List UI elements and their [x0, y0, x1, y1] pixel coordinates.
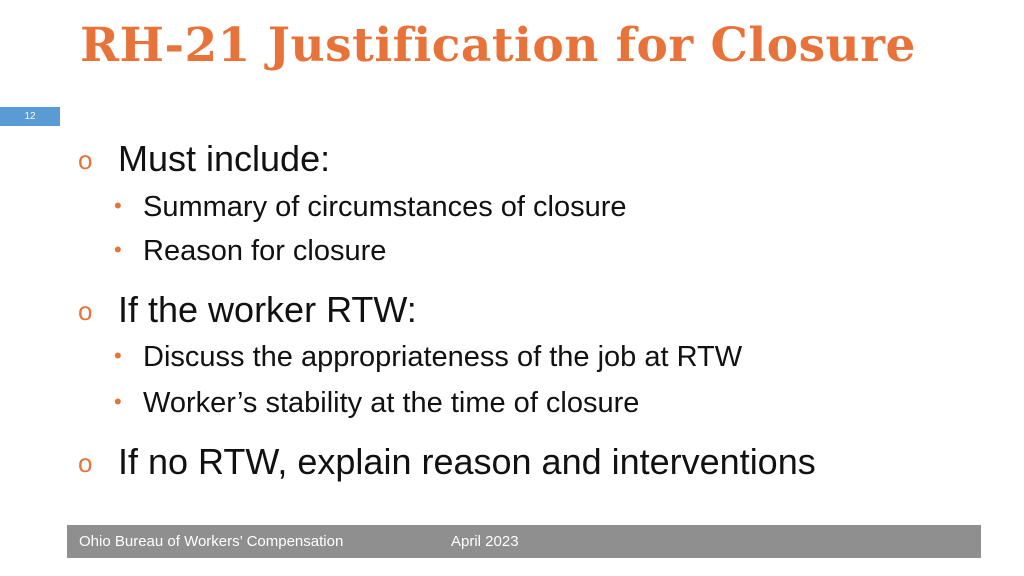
bullet-text: Must include:: [118, 138, 331, 179]
sub-bullet-item: [114, 341, 742, 374]
sub-bullet-marker: •: [114, 193, 122, 218]
sub-bullet-item: [114, 235, 386, 268]
sub-bullet-text: Reason for closure: [143, 235, 387, 267]
bullet-marker: o: [78, 145, 93, 175]
sub-bullet-marker: •: [114, 389, 122, 414]
bullet-text: If the worker RTW:: [118, 289, 417, 330]
footer-bar: [67, 525, 981, 558]
bullet-marker: o: [78, 296, 93, 326]
bullet-item: [78, 289, 417, 331]
sub-bullet-item: [114, 191, 626, 224]
bullet-text: If no RTW, explain reason and interventions: [118, 441, 816, 482]
sub-bullet-marker: •: [114, 237, 122, 262]
footer-date: April 2023: [451, 533, 519, 550]
sub-bullet-text: Discuss the appropriateness of the job at RTW: [143, 341, 743, 373]
sub-bullet-marker: •: [114, 343, 122, 368]
sub-bullet-text: Worker’s stability at the time of closure: [143, 387, 640, 419]
bullet-item: [78, 138, 330, 180]
bullet-marker: o: [78, 448, 93, 478]
slide-number-badge: 12: [0, 107, 60, 126]
bullet-item: [78, 441, 816, 483]
slide-title: RH-21 Justification for Closure: [80, 18, 916, 73]
footer-organization: Ohio Bureau of Workers’ Compensation: [79, 533, 344, 550]
sub-bullet-item: [114, 387, 639, 420]
sub-bullet-text: Summary of circumstances of closure: [143, 191, 627, 223]
